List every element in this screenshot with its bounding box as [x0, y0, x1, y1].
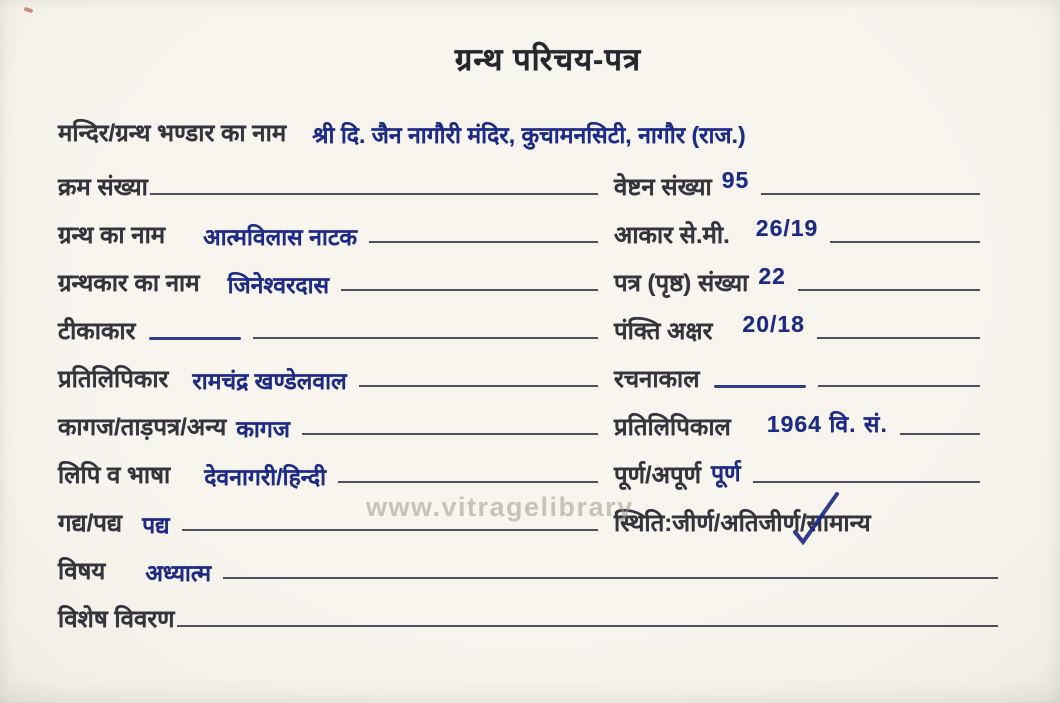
field-label-page-count: पत्र (पृष्ठ) संख्या [614, 270, 749, 298]
scan-speck [24, 7, 34, 14]
field-row [58, 250, 1002, 298]
pen-dash [149, 337, 241, 341]
rule-line [798, 289, 980, 291]
rule-line [338, 481, 598, 483]
field-label-bundle-number: वेष्टन संख्या [614, 174, 712, 202]
field-value-size-cm: 26/19 [755, 214, 819, 241]
field-label-prose-verse: गद्य/पद्य [58, 510, 123, 538]
field-value-prose-verse: पद्य [142, 511, 170, 538]
field-value-book-name: आत्मविलास नाटक [203, 223, 358, 250]
rule-line [253, 337, 598, 339]
rule-line [761, 193, 980, 195]
rule-line [223, 577, 998, 579]
rule-line [150, 193, 598, 195]
field-value-copy-date: 1964 वि. सं. [766, 410, 888, 437]
field-value-scribe: रामचंद्र खण्डेलवाल [192, 367, 347, 394]
rule-line [341, 289, 598, 291]
rule-line [830, 241, 980, 243]
field-label-book-name: ग्रन्थ का नाम [58, 222, 166, 250]
field-label-lines-letters: पंक्ति अक्षर [614, 318, 713, 346]
field-label-subject: विषय [58, 558, 106, 586]
page-title: ग्रन्थ परिचय-पत्र [454, 42, 642, 77]
rule-line [182, 529, 598, 531]
rule-line [177, 625, 999, 627]
field-value-material: कागज [236, 415, 290, 442]
field-row [58, 586, 1002, 634]
field-label-commentator: टीकाकार [58, 318, 136, 346]
field-label-composition-date: रचनाकाल [614, 366, 700, 394]
field-label-script-language: लिपि व भाषा [58, 462, 171, 490]
field-label-size-cm: आकार से.मी. [614, 222, 730, 250]
field-value-author-name: जिनेश्वरदास [227, 271, 330, 298]
rule-line [900, 433, 980, 435]
field-value-script-language: देवनागरी/हिन्दी [204, 463, 327, 490]
field-label-scribe: प्रतिलिपिकार [58, 366, 169, 394]
condition-option-samanya: सामान्य [806, 510, 871, 538]
field-label-special-details: विशेष विवरण [58, 606, 175, 634]
rule-line [369, 241, 598, 243]
field-row-temple-name [58, 96, 1002, 154]
watermark: www.vitragelibrary [366, 492, 634, 522]
field-row [58, 538, 1002, 586]
field-value-page-count: 22 [758, 262, 786, 289]
field-value-temple-name: श्री दि. जैन नागौरी मंदिर, कुचामनसिटी, नागौर (राज.) [312, 121, 746, 148]
rule-line [818, 385, 980, 387]
field-value-complete-incomplete: पूर्ण [710, 459, 741, 486]
rule-line [817, 337, 980, 339]
field-label-material: कागज/ताड़पत्र/अन्य [58, 414, 227, 442]
rule-line [359, 385, 598, 387]
pen-dash [714, 385, 806, 389]
field-label-temple-name: मन्दिर/ग्रन्थ भण्डार का नाम [58, 120, 287, 148]
field-label-complete-incomplete: पूर्ण/अपूर्ण [614, 462, 701, 490]
field-row [58, 394, 1002, 442]
field-row [58, 202, 1002, 250]
field-row [58, 442, 1002, 490]
rule-line [302, 433, 598, 435]
field-value-condition-checked [807, 510, 871, 538]
field-label-copy-date: प्रतिलिपिकाल [614, 414, 731, 442]
field-value-subject: अध्यात्म [145, 559, 212, 586]
field-label-condition: स्थिति:जीर्ण/अतिजीर्ण/ [614, 510, 807, 538]
field-label-author-name: ग्रन्थकार का नाम [58, 270, 200, 298]
field-row [58, 154, 1002, 202]
field-value-bundle-number: 95 [721, 166, 750, 193]
field-value-lines-letters: 20/18 [742, 310, 805, 337]
field-row [58, 298, 1002, 346]
field-row [58, 346, 1002, 394]
field-label-serial-number: क्रम संख्या [58, 174, 148, 202]
rule-line [753, 481, 980, 483]
